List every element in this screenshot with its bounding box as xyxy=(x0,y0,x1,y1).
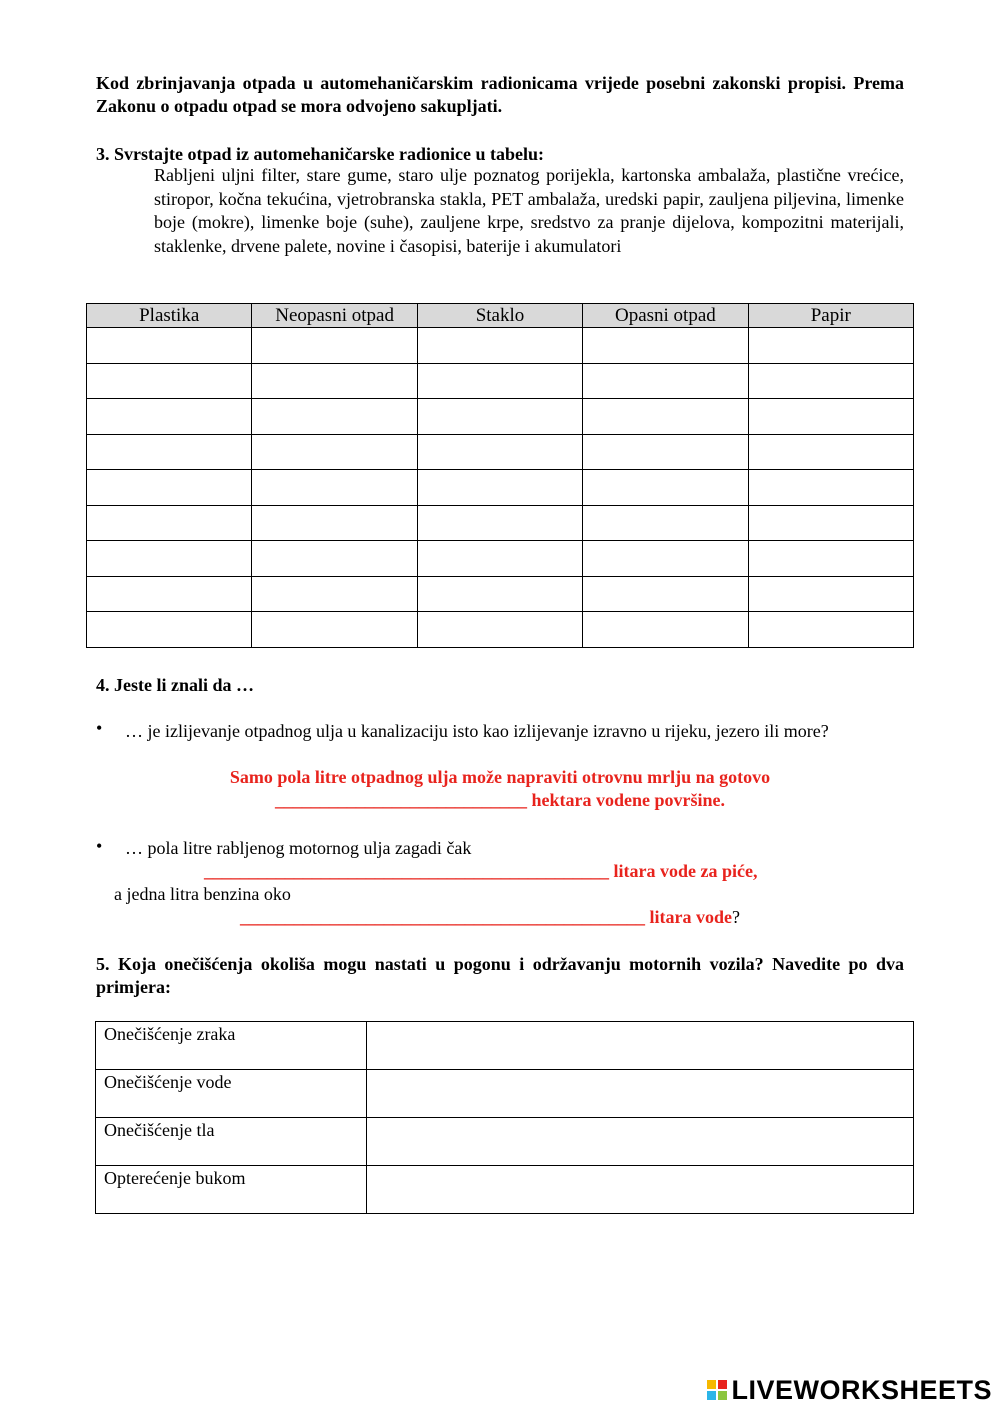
waste-items-list: Rabljeni uljni filter, stare gume, staro ulje poznatog porijekla, kartonska ambalaža, plastične vrećice, stiropor, kočna tekućina, vjetrobranska stakla, PET ambalaža, uredski papir, zauljena piljevina, limenke boje (mokre), limenke boje (suhe), zauljene krpe, sredstvo za pranje dijelova, kompozitni materijali, staklenke, drvene palete, novine i časopisi, baterije i akumulatori xyxy=(154,165,904,256)
waste-answer-cell[interactable] xyxy=(583,541,748,577)
waste-table-row xyxy=(87,470,914,506)
brand-name: LIVEWORKSHEETS xyxy=(731,1374,992,1405)
pollution-row xyxy=(96,1118,914,1166)
intro-paragraph: Kod zbrinjavanja otpada u automehaničarskim radionicama vrijede posebni zakonski propisi. Prema Zakonu o otpadu otpad se mora odvojeno sakupljati. xyxy=(96,73,904,116)
waste-answer-cell[interactable] xyxy=(748,470,913,506)
waste-answer-cell[interactable] xyxy=(583,505,748,541)
bullet-icon: • xyxy=(96,718,103,738)
waste-answer-cell[interactable] xyxy=(417,328,582,364)
waste-answer-cell[interactable] xyxy=(87,434,252,470)
waste-answer-cell[interactable] xyxy=(583,470,748,506)
fact-1-red-line: Samo pola litre otpadnog ulja može napraviti otrovnu mrlju na gotovo xyxy=(229,767,771,787)
waste-table-row xyxy=(87,576,914,612)
pollution-answer-cell[interactable] xyxy=(367,1118,914,1166)
waste-table-row xyxy=(87,434,914,470)
pollution-answer-cell[interactable] xyxy=(367,1166,914,1214)
waste-answer-cell[interactable] xyxy=(87,505,252,541)
fact-1-answer-line: ____________________________ hektara vodene površine. xyxy=(275,790,725,810)
waste-answer-cell[interactable] xyxy=(748,399,913,435)
waste-sorting-table xyxy=(86,303,914,648)
waste-table-row xyxy=(87,505,914,541)
waste-answer-cell[interactable] xyxy=(748,541,913,577)
waste-answer-cell[interactable] xyxy=(252,328,417,364)
pollution-label: Onečišćenje zraka xyxy=(96,1022,367,1070)
waste-answer-cell[interactable] xyxy=(748,363,913,399)
waste-answer-cell[interactable] xyxy=(748,434,913,470)
waste-answer-cell[interactable] xyxy=(583,612,748,648)
waste-answer-cell[interactable] xyxy=(417,541,582,577)
column-neopasni-otpad: Neopasni otpad xyxy=(252,304,417,328)
pollution-row xyxy=(96,1022,914,1070)
waste-answer-cell[interactable] xyxy=(87,470,252,506)
waste-answer-cell[interactable] xyxy=(252,470,417,506)
waste-answer-cell[interactable] xyxy=(87,612,252,648)
waste-answer-cell[interactable] xyxy=(417,612,582,648)
waste-answer-cell[interactable] xyxy=(417,434,582,470)
column-opasni-otpad: Opasni otpad xyxy=(583,304,748,328)
drinking-water-answer-blank[interactable]: _____________________________________________ xyxy=(204,861,609,881)
waste-answer-cell[interactable] xyxy=(252,363,417,399)
pollution-row xyxy=(96,1166,914,1214)
waste-table-row xyxy=(87,612,914,648)
waste-answer-cell[interactable] xyxy=(252,505,417,541)
water-answer-blank[interactable]: _____________________________________________ xyxy=(240,907,645,927)
waste-answer-cell[interactable] xyxy=(417,576,582,612)
fact-2-petrol-text: a jedna litra benzina oko xyxy=(114,884,291,904)
pollution-table xyxy=(95,1021,914,1214)
waste-answer-cell[interactable] xyxy=(87,576,252,612)
hectare-answer-blank[interactable]: ____________________________ xyxy=(275,790,527,810)
pollution-label: Opterećenje bukom xyxy=(96,1166,367,1214)
column-plastika: Plastika xyxy=(87,304,252,328)
waste-answer-cell[interactable] xyxy=(87,541,252,577)
fact-1-text: … je izlijevanje otpadnog ulja u kanalizaciju isto kao izlijevanje izravno u rijeku, jezero ili more? xyxy=(125,721,829,741)
pollution-answer-cell[interactable] xyxy=(367,1070,914,1118)
waste-table-row xyxy=(87,399,914,435)
waste-answer-cell[interactable] xyxy=(748,328,913,364)
question-3-title: 3. Svrstajte otpad iz automehaničarske radionice u tabelu: xyxy=(96,144,544,164)
waste-answer-cell[interactable] xyxy=(583,363,748,399)
waste-answer-cell[interactable] xyxy=(748,505,913,541)
waste-answer-cell[interactable] xyxy=(252,612,417,648)
waste-table-header xyxy=(87,304,914,328)
pollution-label: Onečišćenje vode xyxy=(96,1070,367,1118)
waste-answer-cell[interactable] xyxy=(87,328,252,364)
waste-answer-cell[interactable] xyxy=(748,576,913,612)
bullet-icon: • xyxy=(96,836,103,856)
column-staklo: Staklo xyxy=(417,304,582,328)
waste-answer-cell[interactable] xyxy=(583,576,748,612)
waste-table-row xyxy=(87,363,914,399)
waste-answer-cell[interactable] xyxy=(252,434,417,470)
waste-answer-cell[interactable] xyxy=(417,363,582,399)
pollution-answer-cell[interactable] xyxy=(367,1022,914,1070)
fact-2-answer-line-2: _____________________________________________ litara vode? xyxy=(240,907,740,927)
column-papir: Papir xyxy=(748,304,913,328)
fact-2-answer-line-1: _____________________________________________ litara vode za piće, xyxy=(204,861,758,881)
logo-squares-icon xyxy=(707,1380,727,1400)
pollution-label: Onečišćenje tla xyxy=(96,1118,367,1166)
waste-answer-cell[interactable] xyxy=(583,399,748,435)
waste-answer-cell[interactable] xyxy=(583,434,748,470)
waste-answer-cell[interactable] xyxy=(583,328,748,364)
waste-answer-cell[interactable] xyxy=(87,363,252,399)
liveworksheets-logo xyxy=(707,1374,992,1405)
waste-answer-cell[interactable] xyxy=(417,470,582,506)
waste-answer-cell[interactable] xyxy=(252,399,417,435)
question-5-title: 5. Koja onečišćenja okoliša mogu nastati u pogonu i održavanju motornih vozila? Navedite po dva primjera: xyxy=(96,954,904,997)
waste-answer-cell[interactable] xyxy=(87,399,252,435)
fact-2-text: … pola litre rabljenog motornog ulja zagadi čak xyxy=(125,838,472,858)
waste-answer-cell[interactable] xyxy=(252,576,417,612)
waste-answer-cell[interactable] xyxy=(417,399,582,435)
pollution-row xyxy=(96,1070,914,1118)
waste-table-row xyxy=(87,541,914,577)
waste-table-row xyxy=(87,328,914,364)
question-4-title: 4. Jeste li znali da … xyxy=(96,675,254,695)
waste-answer-cell[interactable] xyxy=(748,612,913,648)
waste-answer-cell[interactable] xyxy=(417,505,582,541)
waste-answer-cell[interactable] xyxy=(252,541,417,577)
